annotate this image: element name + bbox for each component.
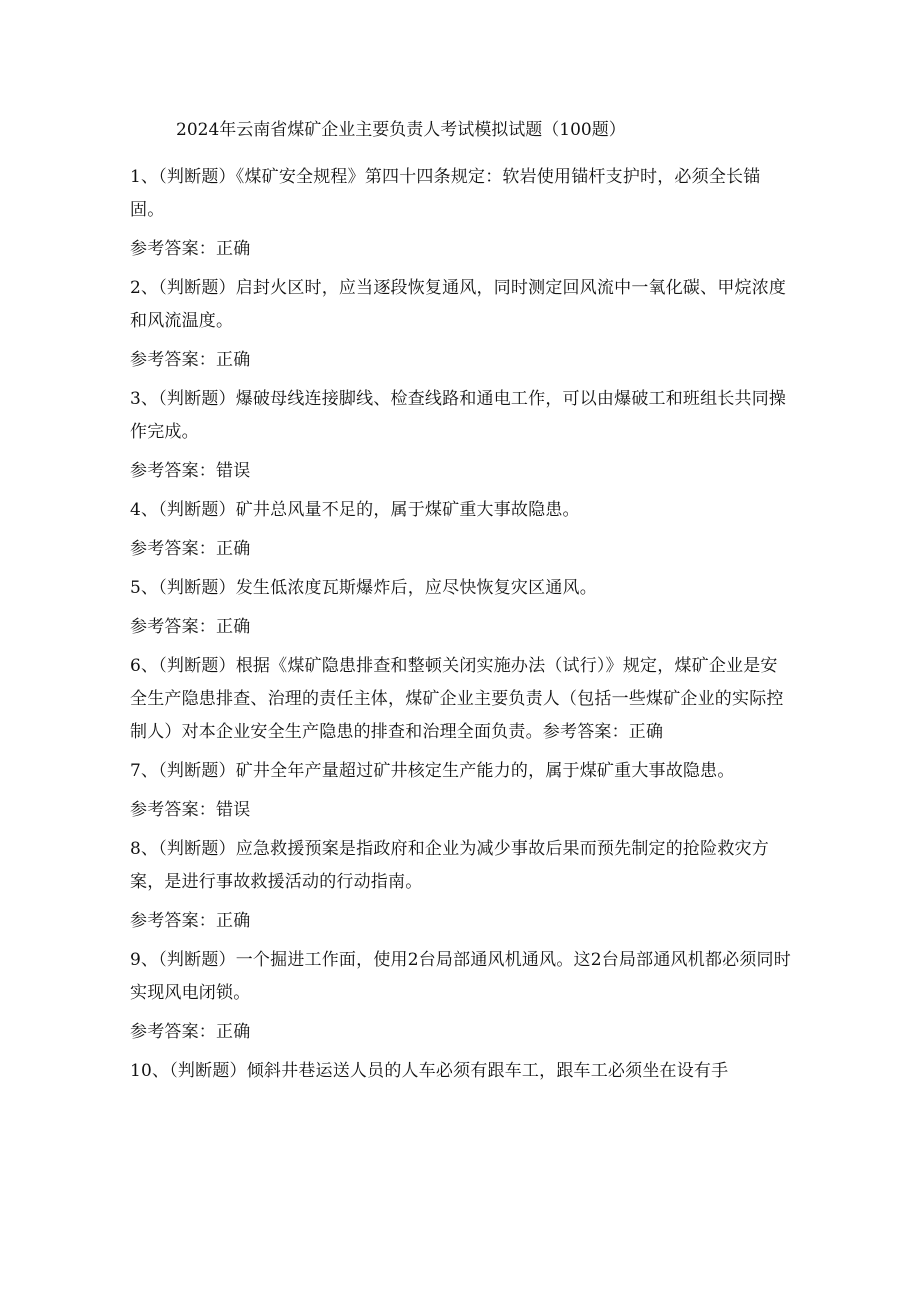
answer-4: 参考答案：正确 (130, 539, 251, 559)
question-5: 5、（判断题）发生低浓度瓦斯爆炸后，应尽快恢复灾区通风。 (130, 578, 597, 598)
question-7: 7、（判断题）矿井全年产量超过矿井核定生产能力的，属于煤矿重大事故隐患。 (130, 761, 735, 781)
answer-1: 参考答案：正确 (130, 239, 251, 259)
answer-7: 参考答案：错误 (130, 800, 251, 820)
answer-9: 参考答案：正确 (130, 1022, 251, 1042)
question-2: 2、（判断题）启封火区时，应当逐段恢复通风，同时测定回风流中一氧化碳、甲烷浓度和风流温度。 (130, 278, 787, 331)
question-1: 1、（判断题）《煤矿安全规程》第四十四条规定：软岩使用锚杆支护时，必须全长锚固。 (130, 167, 761, 220)
question-6: 6、（判断题）根据《煤矿隐患排查和整顿关闭实施办法（试行）》规定，煤矿企业是安全生产隐患排查、治理的责任主体，煤矿企业主要负责人（包括一些煤矿企业的实际控制人）对本企业安全生产隐患的排查和治理全面负责。参考答案：正确 (130, 656, 784, 742)
answer-8: 参考答案：正确 (130, 911, 251, 931)
question-10: 10、（判断题）倾斜井巷运送人员的人车必须有跟车工，跟车工必须坐在设有手 (130, 1061, 729, 1081)
answer-5: 参考答案：正确 (130, 617, 251, 637)
question-8: 8、（判断题）应急救援预案是指政府和企业为减少事故后果而预先制定的抢险救灾方案，是进行事故救援活动的行动指南。 (130, 839, 769, 892)
question-9: 9、（判断题）一个掘进工作面，使用2台局部通风机通风。这2台局部通风机都必须同时实现风电闭锁。 (130, 950, 791, 1003)
question-list (130, 161, 792, 1094)
answer-2: 参考答案：正确 (130, 350, 251, 370)
question-4: 4、（判断题）矿井总风量不足的，属于煤矿重大事故隐患。 (130, 500, 580, 520)
question-3: 3、（判断题）爆破母线连接脚线、检查线路和通电工作，可以由爆破工和班组长共同操作完成。 (130, 389, 787, 442)
answer-3: 参考答案：错误 (130, 461, 251, 481)
document-title: 2024年云南省煤矿企业主要负责人考试模拟试题（100题） (176, 120, 626, 140)
